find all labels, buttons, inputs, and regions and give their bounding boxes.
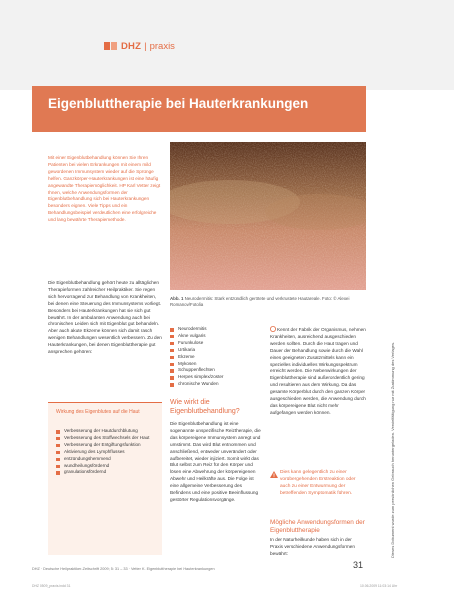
article-title: Eigenbluttherapie bei Hauterkrankungen (48, 96, 309, 111)
list-item: Verbesserung der Entgiftungsfunktion (56, 442, 160, 449)
body-column-3 (270, 326, 366, 417)
print-slug-file: DHZ 0509_praxis.indd 31 (32, 584, 71, 588)
list-item: Mykosen (170, 361, 262, 368)
body-column-2 (170, 421, 262, 504)
download-notice: Dieses Dokument wurde zum persönlichen Gebrauch heruntergeladen. Vervielfältigung nur mit Zustimmung des Verlages. (390, 341, 395, 558)
list-item: Verbesserung der Hautdurchblutung (56, 428, 160, 435)
logo-icon (104, 40, 118, 52)
info-box-title: Wirkung des Eigenblutes auf die Haut (56, 409, 140, 415)
title-banner (32, 86, 366, 132)
journal-logo (104, 40, 175, 52)
list-item: Urtikaria (170, 347, 262, 354)
logo-section: praxis (149, 40, 175, 52)
warning-icon (270, 471, 278, 482)
body-column-1 (48, 280, 162, 356)
body-paragraph: Die Eigenblutbehandlung ist eine sogenannte unspezifische Reiztherapie, die das körpereigene Immunsystem anregt und umstimmt. Das wird Blut entnommen und anschließend, entweder unverändert oder aufbereitet, wieder injiziert. Somit wirkt das Blut selbst zum Reiz für den Körper und lösen eine Abwehrung der körpereigenen Abwehr und Heilkräfte aus. Die Folge ist eine allgemeine Verbesserung des Befindens und eine positive Beeinflussung gestörter Regulationsvorgänge. (170, 421, 261, 502)
list-item: Schuppenflechten (170, 367, 262, 374)
reference-marker-icon (270, 326, 276, 332)
list-item: entzündungshemmend (56, 456, 160, 463)
list-item: granulationsfördernd (56, 469, 160, 476)
body-paragraph: Kennt der Fabrik der Organismus, nehmen Krankheiten, ausreichend ausgeschieden werden sollten. Durch die Haut tragen und Dauer der Behandlung sowie durch die Wahl eines geeigneten Zusatzmittels kann ein spezielles individuelles Wirkungsspektrum erreicht werden. Die Nebenwirkungen der Eigenbluttherapie sind außerordentlich gering und resultieren aus dem Wirkung. Da das gesamte Körperblut durch den ganzen Körper ausgeschieden werden, die Anwendung durch das körpereigene Blut nicht mehr aufgefangen werden können. (270, 327, 366, 415)
logo-separator: | (144, 40, 147, 52)
page-footer: DHZ · Deutsche Heilpraktiker-Zeitschrift 2009; 5: 31 – 33 · Vetter K. Eigenbluttherapie bei Hauterkrankungen (32, 567, 215, 571)
list-item: Herpes simplex/zoster (170, 374, 262, 381)
list-item: Neurodermitis (170, 326, 262, 333)
list-item: wundheilungsfördernd (56, 463, 160, 470)
page-header-band (0, 0, 454, 90)
list-item: chronische Wunden (170, 381, 262, 388)
warning-callout (270, 470, 366, 498)
section-heading-how-it-works: Wie wirkt die Eigenblutbehandlung? (170, 399, 240, 415)
skin-photo (170, 142, 366, 290)
body-paragraph: In der Naturheilkunde haben sich in der Praxis verschiedene Anwendungsformen bewährt: (270, 537, 355, 556)
figure-caption (170, 296, 366, 308)
list-item: Furunkulose (170, 340, 262, 347)
figure-caption-text: Neurodermitis: Stark entzündlich gerötete und verkrustete Hautareale. Foto: © Alexei Romanov/Fotolia (170, 296, 350, 307)
indication-list (170, 326, 262, 388)
list-item: Aktivierung des Lymphflusses (56, 449, 160, 456)
section-heading-application-forms: Mögliche Anwendungsformen der Eigenbluttherapie (270, 519, 365, 534)
warning-text: Dies kann gelegentlich zu einer vorübergehenden Erstreaktion oder auch zu einer Entwurmung der betreffenden Symptomatik führen. (280, 470, 356, 496)
list-item: Verbesserung des Stoffwechsels der Haut (56, 435, 160, 442)
info-box-list (56, 428, 160, 476)
page-number: 31 (353, 560, 364, 570)
body-paragraph: Die Eigenblutbehandlung gehört heute zu alltäglichen Therapieformen zahlreicher Heilpraktiker. Sie regen sich hervorragend zur Behandlung von Krankheiten, bei denen eine Steuerung des Immunsystems vorliegt. Besonders bei Hauterkrankungen hat sie sich gut bewährt. In der ambulanten Anwendung auch bei chronischen Leiden sich mit Eigenblut gut behandeln. Aber auch akute Ekzeme können sich damit rasch wenigen Behandlungen wesentlich verbessern. Zu den Hauterkrankungen, bei denen Eigenbluttherapie gut ansprechen gehören: (48, 280, 162, 355)
info-box (48, 402, 162, 555)
logo-brand: DHZ (121, 40, 142, 52)
figure-label: Abb. 1 (170, 296, 184, 301)
article-intro: Mit einer Eigenblutbehandlung können Sie Ihren Patienten bei vielen Erkrankungen mit einem mild gewordenen Immunsystem wieder auf die Sprünge helfen. Ganzkörper-Hauterkrankungen ist eine häufig angewandte Therapiemöglichkeit. HP Karl Vetter zeigt Ihnen, welche Anwendungsformen der Eigenblutbehandlung sich bei Hauterkrankungen besonders eignen. Viele Tipps und ein Behandlungsbeispiel verdeutlichen eine erfolgreiche und lang bewährte Therapiemethode. (48, 155, 161, 223)
list-item: Akne vulgaris (170, 333, 262, 340)
body-column-3-continued (270, 537, 366, 558)
print-slug-date: 10.06.2009 11:03:14 Uhr (360, 584, 398, 588)
list-item: Ekzeme (170, 354, 262, 361)
